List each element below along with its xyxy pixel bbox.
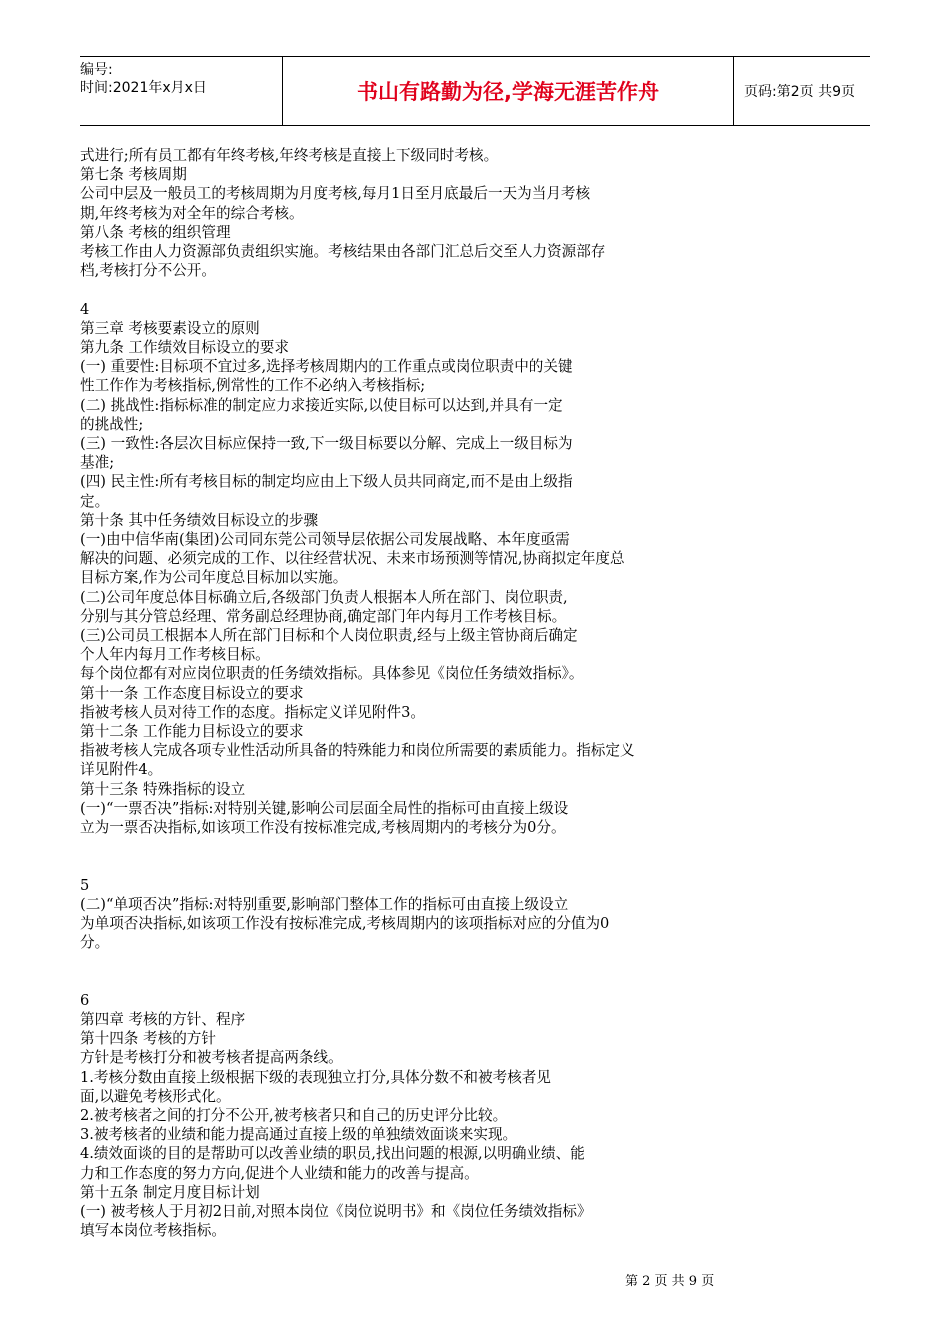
- body-line: 公司中层及一般员工的考核周期为月度考核,每月1日至月底最后一天为当月考核: [80, 185, 591, 203]
- body-line: (一) 被考核人于月初2日前,对照本岗位《岗位说明书》和《岗位任务绩效指标》: [80, 1203, 592, 1221]
- body-line: (一)由中信华南(集团)公司同东莞公司领导层依据公司发展战略、本年度亟需: [80, 531, 570, 549]
- body-line: (三)公司员工根据本人所在部门目标和个人岗位职责,经与上级主管协商后确定: [80, 627, 578, 645]
- body-line: 3.被考核者的业绩和能力提高通过直接上级的单独绩效面谈来实现。: [80, 1126, 518, 1144]
- body-line: 力和工作态度的努力方向,促进个人业绩和能力的改善与提高。: [80, 1164, 479, 1182]
- blank-spacer: [80, 280, 730, 299]
- number-label: 编号:: [80, 62, 113, 78]
- header-meta: [80, 57, 282, 125]
- blank-spacer: [80, 952, 730, 990]
- body-line: 期,年终考核为对全年的综合考核。: [80, 204, 304, 222]
- body-line: 第十一条 工作态度目标设立的要求: [80, 684, 304, 702]
- body-line: 第十三条 特殊指标的设立: [80, 780, 246, 798]
- page-header: [80, 56, 870, 126]
- body-line: 第四章 考核的方针、程序: [80, 1011, 246, 1029]
- body-line: 1.考核分数由直接上级根据下级的表现独立打分,具体分数不和被考核者见: [80, 1068, 551, 1086]
- body-line: 的挑战性;: [80, 415, 144, 433]
- body-line: (四) 民主性:所有考核目标的制定均应由上下级人员共同商定,而不是由上级指: [80, 473, 573, 491]
- body-line: 定。: [80, 492, 110, 510]
- body-line: 为单项否决指标,如该项工作没有按标准完成,考核周期内的该项指标对应的分值为0: [80, 915, 610, 933]
- body-line: 每个岗位都有对应岗位职责的任务绩效指标。具体参见《岗位任务绩效指标》。: [80, 665, 584, 683]
- body-line: 式进行;所有员工都有年终考核,年终考核是直接上下级同时考核。: [80, 147, 499, 164]
- body-line: 面,以避免考核形式化。: [80, 1087, 231, 1105]
- body-line: 个人年内每月工作考核目标。: [80, 646, 270, 664]
- body-line: 第十条 其中任务绩效目标设立的步骤: [80, 511, 319, 529]
- body-line: (一)“一票否决”指标:对特别关键,影响公司层面全局性的指标可由直接上级设: [80, 799, 569, 817]
- body-line: 第七条 考核周期: [80, 166, 187, 184]
- blank-spacer: [80, 837, 730, 875]
- page-footer: 第 2 页 共 9 页: [625, 1274, 715, 1289]
- document-body: [80, 146, 730, 1240]
- body-line: (三) 一致性:各层次目标应保持一致,下一级目标要以分解、完成上一级目标为: [80, 435, 573, 453]
- body-line: 2.被考核者之间的打分不公开,被考核者只和自己的历史评分比较。: [80, 1107, 508, 1125]
- source-page-number: 4: [80, 300, 90, 318]
- body-line: (一) 重要性:目标项不宜过多,选择考核周期内的工作重点或岗位职责中的关键: [80, 358, 573, 376]
- header-motto: 书山有路勤为径,学海无涯苦作舟: [282, 57, 734, 125]
- body-line: 4.绩效面谈的目的是帮助可以改善业绩的职员,找出问题的根源,以明确业绩、能: [80, 1145, 585, 1163]
- body-line: (二)公司年度总体目标确立后,各级部门负责人根据本人所在部门、岗位职责,: [80, 588, 568, 606]
- body-line: 分。: [80, 934, 110, 952]
- source-page-number: 5: [80, 876, 90, 894]
- body-line: 指被考核人员对待工作的态度。指标定义详见附件3。: [80, 703, 425, 721]
- body-line: 第十四条 考核的方针: [80, 1030, 216, 1048]
- body-line: 填写本岗位考核指标。: [80, 1222, 226, 1240]
- body-line: 第三章 考核要素设立的原则: [80, 319, 260, 337]
- body-line: 考核工作由人力资源部负责组织实施。考核结果由各部门汇总后交至人力资源部存: [80, 243, 606, 261]
- body-line: 指被考核人完成各项专业性活动所具备的特殊能力和岗位所需要的素质能力。指标定义: [80, 742, 635, 760]
- body-line: 解决的问题、必须完成的工作、以往经营状况、未来市场预测等情况,协商拟定年度总: [80, 550, 625, 568]
- body-line: 基准;: [80, 454, 115, 472]
- time-label: 时间:2021年x月x日: [80, 80, 207, 96]
- header-page-info: 页码:第2页 共9页: [744, 84, 855, 100]
- body-line: 第八条 考核的组织管理: [80, 223, 231, 241]
- body-line: 分别与其分管总经理、常务副总经理协商,确定部门年内每月工作考核目标。: [80, 607, 567, 625]
- body-line: 目标方案,作为公司年度总目标加以实施。: [80, 569, 348, 587]
- body-line: 立为一票否决指标,如该项工作没有按标准完成,考核周期内的考核分为0分。: [80, 819, 566, 837]
- body-line: 第十二条 工作能力目标设立的要求: [80, 723, 304, 741]
- body-line: 性工作作为考核指标,例常性的工作不必纳入考核指标;: [80, 377, 426, 395]
- body-line: 第十五条 制定月度目标计划: [80, 1183, 260, 1201]
- body-line: 档,考核打分不公开。: [80, 262, 216, 280]
- source-page-number: 6: [80, 991, 90, 1009]
- body-line: 方针是考核打分和被考核者提高两条线。: [80, 1049, 343, 1067]
- body-line: 详见附件4。: [80, 761, 163, 779]
- body-line: (二)“单项否决”指标:对特别重要,影响部门整体工作的指标可由直接上级设立: [80, 895, 569, 913]
- body-line: (二) 挑战性:指标标准的制定应力求接近实际,以使目标可以达到,并具有一定: [80, 396, 563, 414]
- body-line: 第九条 工作绩效目标设立的要求: [80, 339, 289, 356]
